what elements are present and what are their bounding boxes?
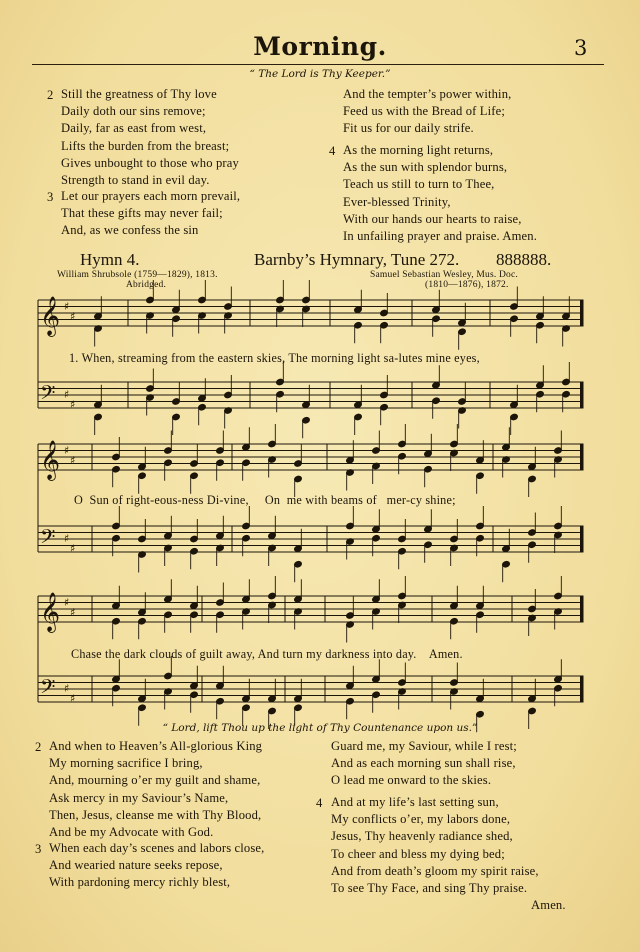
sharp-icon: ♯ [64, 300, 70, 313]
verse-line: Daily, far as east from west, [61, 121, 207, 136]
verse-line: My conflicts o’er, my labors done, [331, 812, 511, 827]
sharp-icon: ♯ [64, 596, 70, 609]
verse-line: Teach us still to turn to Thee, [343, 177, 495, 192]
sharp-icon: ♯ [70, 398, 76, 411]
lyric-line-1: 1. When, streaming from the eastern skies, The morning light sa-lutes mine eyes, [69, 351, 480, 365]
verse-line: Fit us for our daily strife. [343, 121, 474, 136]
final-bar [581, 382, 584, 408]
final-bar [581, 526, 584, 552]
sharp-icon: ♯ [64, 682, 70, 695]
verse-line: And when to Heaven’s All-glorious King [49, 739, 263, 753]
sharp-icon: ♯ [70, 310, 76, 323]
verse-number: 2 [35, 740, 42, 754]
verse-line: Let our prayers each morn prevail, [61, 189, 241, 203]
verse-line: Guard me, my Saviour, while I rest; [331, 739, 517, 753]
author-credit-note: Abridged. [126, 280, 167, 290]
bottom-scripture-note: “ Lord, lift Thou up the light of Thy Countenance upon us.” [162, 722, 478, 734]
verse-4-bottom [331, 794, 566, 914]
top-scripture-note: “ The Lord is Thy Keeper.” [249, 68, 391, 80]
verse-line: Gives unbought to those who pray [61, 155, 239, 170]
verse-line: My morning sacrifice I bring, [49, 756, 203, 771]
page-number: 3 [574, 36, 588, 60]
treble-clef-icon: 𝄞 [40, 592, 61, 632]
verse-number: 4 [329, 144, 336, 158]
final-bar [581, 596, 584, 622]
lyric-line-3: Chase the dark clouds of guilt away, And turn my darkness into day. Amen. [71, 647, 463, 661]
hymn-number: Hymn 4. [80, 250, 140, 269]
sharp-icon: ♯ [70, 454, 76, 467]
hymn-meter: 888888. [496, 250, 552, 269]
author-credit: William Shrubsole (1759—1829), 1813. [57, 270, 218, 280]
verse-line: To cheer and bless my dying bed; [331, 846, 505, 861]
verse-3-continued-bottom [331, 738, 517, 790]
verse-line: Feed us with the Bread of Life; [343, 104, 506, 119]
verse-line: Ever-blessed Trinity, [343, 194, 451, 209]
verse-line: With pardoning mercy richly blest, [49, 875, 231, 890]
verse-line: Jesus, Thy heavenly radiance shed, [331, 829, 513, 844]
verse-line: Daily doth our sins remove; [61, 104, 206, 119]
verse-number: 2 [47, 88, 54, 102]
verse-line: That these gifts may never fail; [61, 206, 223, 221]
verse-number: 4 [316, 796, 323, 810]
lyric-line-2: O Sun of right-eous-ness Di-vine, On me with beams of mer-cy shine; [74, 493, 456, 507]
verse-line: And the tempter’s power within, [343, 87, 512, 101]
verse-line: O lead me onward to the skies. [331, 773, 492, 788]
final-bar [581, 676, 584, 702]
bass-clef-icon: 𝄢 [40, 525, 56, 553]
bass-clef-icon: 𝄢 [40, 381, 56, 409]
hymn-tune: Barnby’s Hymnary, Tune 272. [254, 250, 460, 269]
final-bar [581, 444, 584, 470]
verse-number: 3 [35, 842, 42, 856]
sharp-icon: ♯ [70, 542, 76, 555]
sharp-icon: ♯ [64, 388, 70, 401]
composer-dates: (1810—1876), 1872. [425, 280, 509, 290]
verse-line: As the morning light returns, [343, 143, 494, 157]
verse-line: And from death’s gloom my spirit raise, [331, 863, 539, 878]
verse-line: And wearied nature seeks repose, [49, 858, 223, 873]
sharp-icon: ♯ [64, 532, 70, 545]
verse-line: And be my Advocate with God. [49, 825, 214, 840]
verse-line: Lifts the burden from the breast; [61, 138, 230, 153]
verse-2-bottom [49, 738, 262, 841]
verse-line: When each day’s scenes and labors close, [49, 841, 265, 855]
page-title: Morning. [253, 32, 387, 61]
verse-line: Ask mercy in my Saviour’s Name, [49, 790, 229, 805]
verse-line-amen: Amen. [531, 898, 566, 913]
verse-line: And, mourning o’er my guilt and shame, [49, 773, 261, 788]
verse-line: With our hands our hearts to raise, [343, 211, 522, 226]
verse-line: To see Thy Face, and sing Thy praise. [331, 881, 528, 896]
final-bar [581, 300, 584, 326]
treble-clef-icon: 𝄞 [40, 296, 61, 336]
verse-3-bottom [49, 840, 264, 892]
sharp-icon: ♯ [64, 444, 70, 457]
verse-line: Still the greatness of Thy love [61, 87, 217, 101]
verse-number: 3 [47, 190, 54, 204]
composer-credit: Samuel Sebastian Wesley, Mus. Doc. [370, 270, 518, 280]
sharp-icon: ♯ [70, 692, 76, 705]
verse-line: As the sun with splendor burns, [343, 160, 508, 175]
verse-line: Then, Jesus, cleanse me with Thy Blood, [49, 807, 262, 822]
verse-line: And at my life’s last setting sun, [331, 795, 499, 809]
verse-line: And as each morning sun shall rise, [331, 756, 516, 771]
treble-clef-icon: 𝄞 [40, 440, 61, 480]
verse-line: In unfailing prayer and praise. Amen. [343, 229, 538, 244]
verse-line: And, as we confess the sin [61, 223, 199, 238]
verse-line: Strength to stand in evil day. [61, 173, 210, 188]
bass-clef-icon: 𝄢 [40, 675, 56, 703]
sharp-icon: ♯ [70, 606, 76, 619]
